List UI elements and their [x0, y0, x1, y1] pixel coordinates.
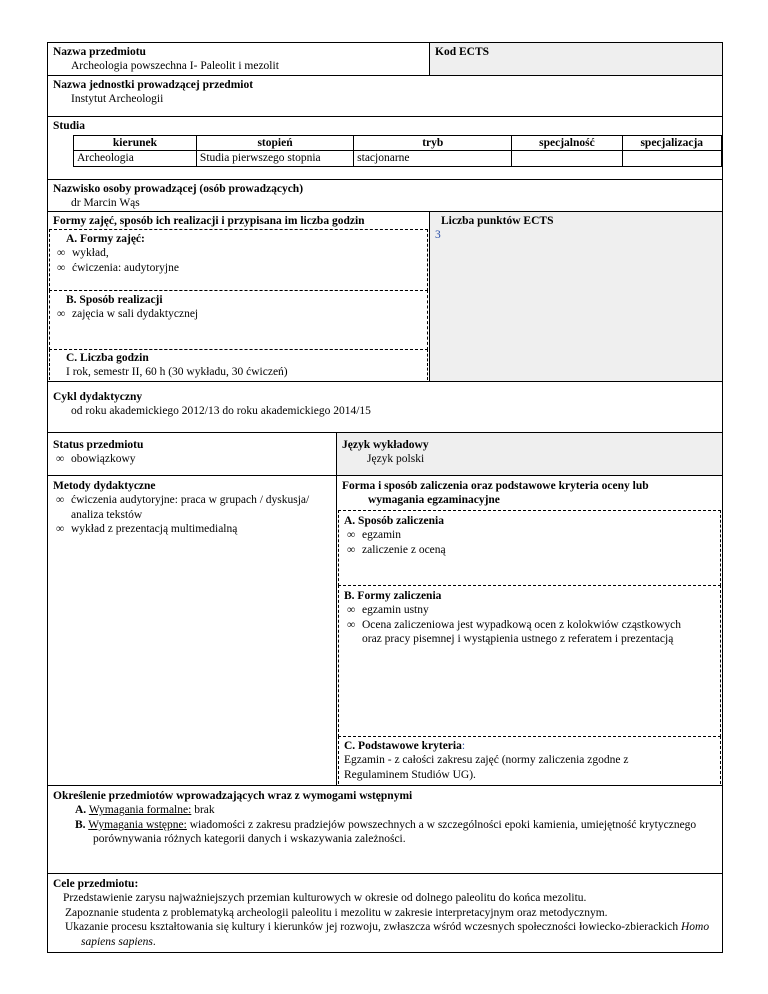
kod-ects-cell: [429, 42, 723, 76]
studia-value: stacjonarne: [354, 151, 512, 166]
studia-header: specjalizacja: [622, 136, 721, 151]
nazwa-value: Archeologia powszechna I- Paleolit i mezolit: [71, 60, 279, 73]
wprowadzajace-a-label: Wymagania formalne:: [88, 804, 192, 817]
studia-header: tryb: [354, 136, 512, 151]
formy-c-value: I rok, semestr II, 60 h (30 wykładu, 30 ćwiczeń): [66, 366, 288, 379]
cele-line: Zapoznanie studenta z problematyką archeologii paleolitu i mezolitu w zakresie interpretacyjnym oraz metodycznym.: [65, 906, 608, 919]
zaliczenie-a-item: ∞ zaliczenie z oceną: [344, 543, 715, 557]
jednostka-cell: [47, 75, 723, 117]
zaliczenie-b-box: [338, 585, 721, 737]
formy-a-box: [49, 229, 428, 291]
formy-a-item: ∞ wykład,: [54, 246, 423, 260]
prowadzacy-cell: [47, 179, 723, 212]
formy-b-label: B. Sposób realizacji: [66, 294, 163, 306]
cykl-label: Cykl dydaktyczny: [53, 391, 143, 403]
zaliczenie-a-box: [338, 510, 721, 586]
studia-value: [622, 151, 721, 166]
formy-a-item: ∞ ćwiczenia: audytoryjne: [54, 261, 423, 275]
jezyk-value: Język polski: [367, 453, 425, 466]
metody-item: ∞ wykład z prezentacją multimedialną: [53, 522, 331, 536]
formy-cell: [47, 211, 430, 382]
zaliczenie-a-item: ∞ egzamin: [344, 528, 715, 542]
metody-cell: [47, 475, 337, 786]
prowadzacy-value: dr Marcin Wąs: [71, 197, 140, 210]
studia-value: Studia pierwszego stopnia: [196, 151, 353, 166]
studia-header: specjalność: [512, 136, 622, 151]
cele-label: Cele przedmiotu:: [53, 878, 139, 890]
ects-points-label: Liczba punktów ECTS: [441, 215, 554, 227]
jednostka-value: Instytut Archeologii: [71, 93, 164, 106]
zaliczenie-a-label: A. Sposób zaliczenia: [344, 515, 444, 527]
zaliczenie-c-colon: :: [461, 740, 466, 752]
cele-line3: [53, 920, 711, 949]
wprowadzajace-label: Określenie przedmiotów wprowadzających wraz z wymogami wstępnymi: [53, 790, 413, 802]
studia-value: [512, 151, 622, 166]
wprowadzajace-b-value: wiadomości z zakresu pradziejów powszechnych a w szczególności epoki kamienia, umiejętność krytycznego porównywania różnych kategorii danych i wskazywania zależności.: [93, 818, 697, 846]
prowadzacy-label: Nazwisko osoby prowadzącej (osób prowadzących): [53, 183, 304, 195]
cele-line3-italic: Homo sapiens sapiens: [81, 921, 710, 948]
wprowadzajace-b: [53, 818, 703, 847]
kod-ects-label: Kod ECTS: [435, 46, 490, 58]
studia-label: Studia: [53, 120, 85, 132]
wprowadzajace-b-label: Wymagania wstępne:: [88, 818, 187, 831]
cele-line: Przedstawienie zarysu najważniejszych przemian kulturowych w okresie od dolnego paleolitu do końca mezolitu.: [63, 892, 587, 905]
cele-line3-text: Ukazanie procesu kształtowania się kultury i kierunków jej rozwoju, zwłaszcza wśród wczesnych społeczności łowiecko-zbierackich: [65, 921, 681, 934]
zaliczenie-b-label: B. Formy zaliczenia: [344, 590, 442, 602]
nazwa-label: Nazwa przedmiotu: [53, 46, 146, 58]
zaliczenie-c-label: C. Podstawowe kryteria: [344, 740, 462, 752]
studia-cell: [47, 116, 723, 180]
status-cell: [47, 432, 337, 476]
studia-header: stopień: [196, 136, 353, 151]
formy-label: Formy zajęć, sposób ich realizacji i przypisana im liczba godzin: [53, 215, 365, 227]
zaliczenie-c-label-row: [344, 739, 715, 753]
nazwa-przedmiotu-cell: [47, 42, 430, 76]
formy-a-label: A. Formy zajęć:: [66, 233, 145, 245]
metody-label: Metody dydaktyczne: [53, 480, 156, 492]
studia-table: [73, 135, 722, 167]
jezyk-cell: [336, 432, 723, 476]
cykl-cell: [47, 381, 723, 433]
metody-item: ∞ ćwiczenia audytoryjne: praca w grupach / dyskusja/ analiza tekstów: [53, 493, 311, 522]
status-label: Status przedmiotu: [53, 439, 144, 451]
wprowadzajace-cell: [47, 785, 723, 874]
cele-cell: [47, 873, 723, 953]
formy-b-item: ∞ zajęcia w sali dydaktycznej: [54, 307, 423, 321]
zaliczenie-b-item: ∞ Ocena zaliczeniowa jest wypadkową ocen z kolokwiów cząstkowych oraz pracy pisemnej i wystąpienia ustnego z referatem i prezentacją: [344, 618, 702, 647]
zaliczenie-label-line2: wymagania egzaminacyjne: [368, 494, 500, 507]
zaliczenie-c-value: Egzamin - z całości zakresu zajęć (normy zaliczenia zgodne z Regulaminem Studiów UG).: [344, 754, 629, 781]
jednostka-label: Nazwa jednostki prowadzącej przedmiot: [53, 79, 254, 91]
zaliczenie-c-box: [338, 736, 721, 784]
studia-header: kierunek: [74, 136, 197, 151]
zaliczenie-cell: [336, 475, 723, 786]
formy-c-box: [49, 349, 428, 380]
cele-line3-end: .: [152, 935, 156, 948]
wprowadzajace-a: [53, 803, 717, 817]
ects-points-value: 3: [435, 229, 441, 242]
cykl-value: od roku akademickiego 2012/13 do roku akademickiego 2014/15: [71, 405, 371, 418]
zaliczenie-label: [337, 476, 722, 508]
wprowadzajace-a-value: brak: [191, 804, 215, 817]
studia-value: Archeologia: [74, 151, 197, 166]
formy-c-label: C. Liczba godzin: [66, 352, 149, 364]
status-value: ∞ obowiązkowy: [53, 452, 331, 466]
zaliczenie-label-line1: Forma i sposób zaliczenia oraz podstawowe kryteria oceny lub: [342, 480, 649, 492]
jezyk-label: Język wykładowy: [342, 439, 429, 451]
wprowadzajace-a-prefix: A.: [75, 804, 87, 817]
zaliczenie-b-item: ∞ egzamin ustny: [344, 603, 715, 617]
wprowadzajace-b-prefix: B.: [75, 818, 86, 831]
ects-points-cell: [429, 211, 723, 382]
formy-b-box: [49, 290, 428, 350]
